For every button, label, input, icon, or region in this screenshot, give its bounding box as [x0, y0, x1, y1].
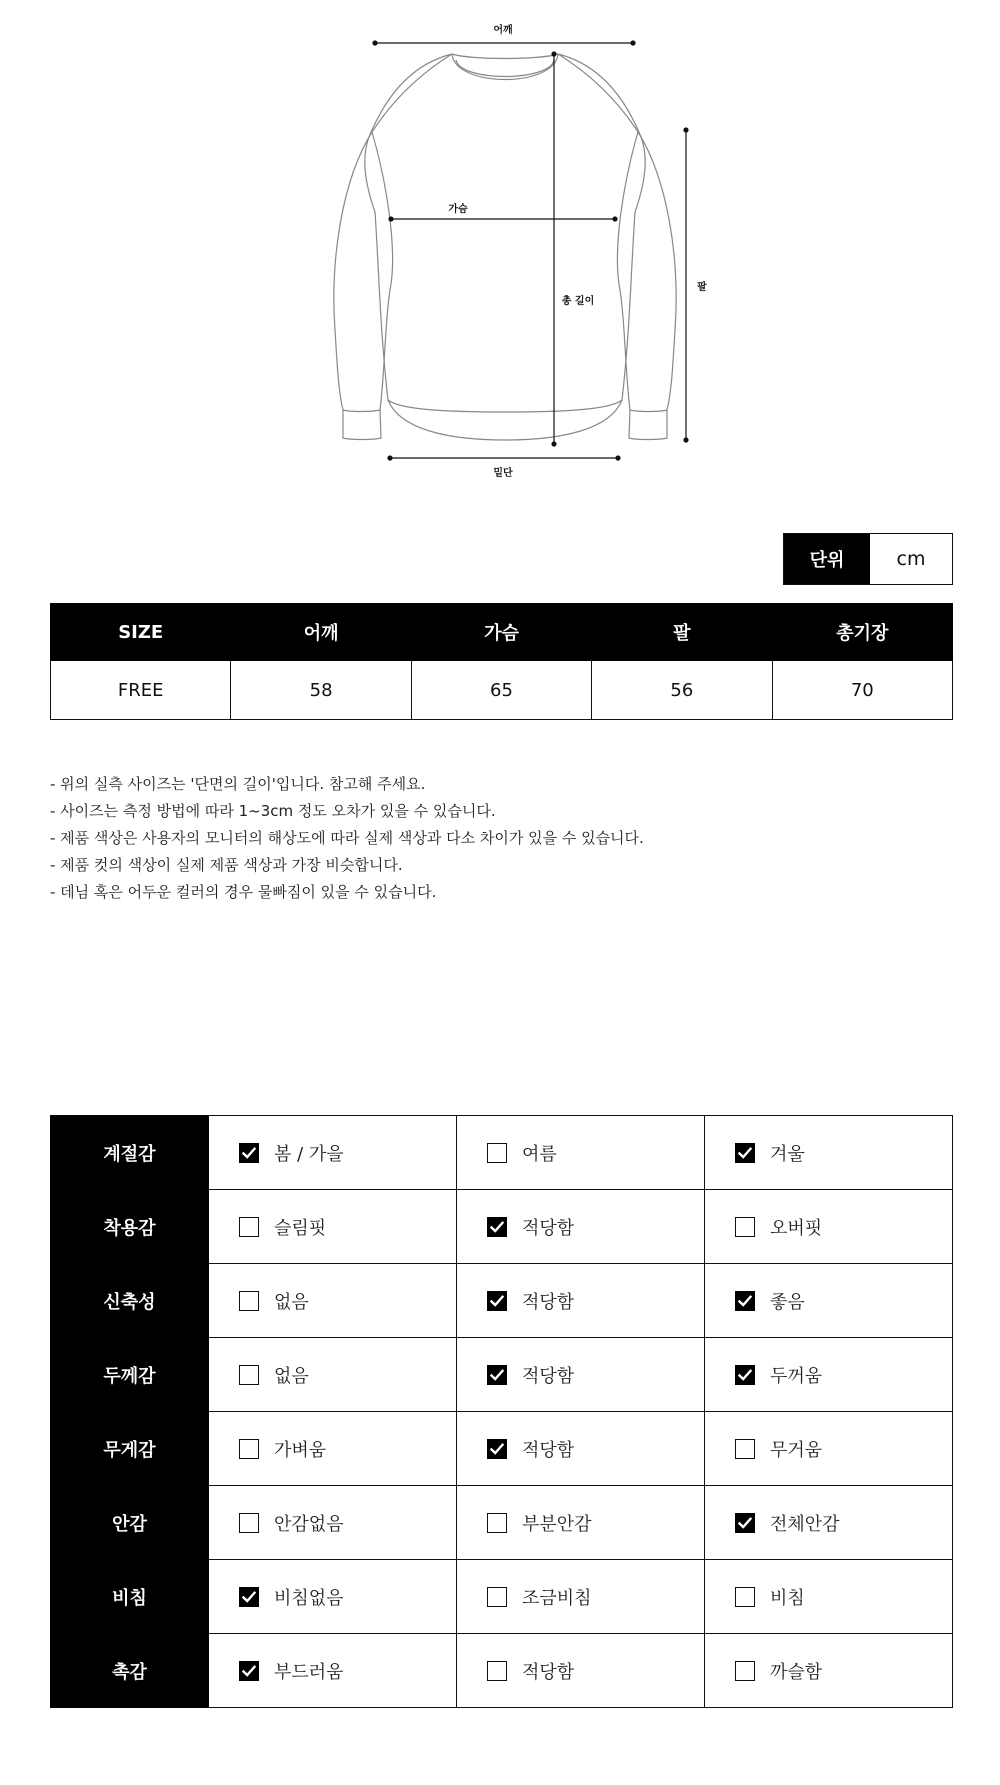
unit-box	[783, 533, 953, 585]
attribute-option-label: 무거움	[770, 1439, 823, 1461]
attribute-option	[735, 1436, 952, 1462]
attribute-option-cell	[209, 1560, 457, 1634]
attribute-option-label: 여름	[522, 1143, 557, 1165]
attribute-option	[735, 1584, 952, 1610]
checkbox-checked-icon	[239, 1587, 259, 1607]
checkbox-empty-icon	[239, 1513, 259, 1533]
attribute-option-label: 부분안감	[522, 1513, 592, 1535]
checkbox-empty-icon	[487, 1513, 507, 1533]
attribute-option-label: 가벼움	[274, 1439, 327, 1461]
cell-total-length: 70	[772, 661, 952, 720]
checkbox-empty-icon	[735, 1217, 755, 1237]
checkbox-empty-icon	[239, 1217, 259, 1237]
attribute-option	[487, 1436, 704, 1462]
attribute-row	[51, 1412, 953, 1486]
attribute-option-label: 없음	[274, 1365, 309, 1387]
attribute-option	[239, 1288, 456, 1314]
attribute-option-cell	[209, 1634, 457, 1708]
attribute-option-label: 까슬함	[770, 1661, 823, 1683]
attribute-option	[735, 1658, 952, 1684]
checkbox-checked-icon	[487, 1291, 507, 1311]
attribute-option	[239, 1584, 456, 1610]
attribute-option-cell	[705, 1190, 953, 1264]
attribute-option-label: 비침없음	[274, 1587, 344, 1609]
attribute-option	[487, 1362, 704, 1388]
measure-total-length	[552, 52, 556, 446]
attribute-option-label: 오버핏	[770, 1217, 823, 1239]
attribute-option-label: 적당함	[522, 1661, 575, 1683]
attribute-option-label: 적당함	[522, 1365, 575, 1387]
checkbox-checked-icon	[735, 1291, 755, 1311]
checkbox-empty-icon	[487, 1661, 507, 1681]
attribute-option	[735, 1362, 952, 1388]
attribute-option	[735, 1140, 952, 1166]
attribute-option-cell	[209, 1412, 457, 1486]
label-hem: 밑단	[493, 468, 513, 479]
attribute-label: 두께감	[51, 1338, 209, 1412]
size-table-header	[51, 604, 953, 661]
attribute-option-cell	[457, 1486, 705, 1560]
attribute-option-cell	[457, 1634, 705, 1708]
attribute-option	[239, 1510, 456, 1536]
attribute-option-label: 적당함	[522, 1439, 575, 1461]
attribute-option	[735, 1510, 952, 1536]
attribute-row	[51, 1190, 953, 1264]
checkbox-empty-icon	[735, 1661, 755, 1681]
measure-shoulder	[373, 41, 635, 45]
attribute-option-label: 부드러움	[274, 1661, 344, 1683]
header-size: SIZE	[51, 604, 231, 661]
attribute-option	[735, 1288, 952, 1314]
note-item: - 제품 컷의 색상이 실제 제품 색상과 가장 비슷합니다.	[50, 856, 403, 874]
attribute-option	[487, 1288, 704, 1314]
attribute-label: 촉감	[51, 1634, 209, 1708]
attribute-row	[51, 1634, 953, 1708]
attribute-option-label: 적당함	[522, 1291, 575, 1313]
checkbox-empty-icon	[735, 1439, 755, 1459]
attribute-option-label: 두꺼움	[770, 1365, 823, 1387]
attribute-option	[239, 1214, 456, 1240]
attribute-option-label: 적당함	[522, 1217, 575, 1239]
attribute-row	[51, 1116, 953, 1190]
checkbox-empty-icon	[239, 1439, 259, 1459]
attribute-option	[487, 1584, 704, 1610]
size-notes	[50, 771, 950, 906]
attribute-option	[239, 1362, 456, 1388]
attribute-option-cell	[209, 1486, 457, 1560]
attribute-option	[239, 1140, 456, 1166]
attribute-row	[51, 1560, 953, 1634]
attribute-row	[51, 1264, 953, 1338]
attribute-label: 착용감	[51, 1190, 209, 1264]
measure-chest	[389, 217, 617, 221]
attribute-option	[239, 1436, 456, 1462]
attribute-option-label: 비침	[770, 1587, 805, 1609]
header-total-length: 총기장	[772, 604, 952, 661]
note-item: - 위의 실측 사이즈는 '단면의 길이'입니다. 참고해 주세요.	[50, 775, 426, 793]
note-item: - 제품 색상은 사용자의 모니터의 해상도에 따라 실제 색상과 다소 차이가 있을 수 있습니다.	[50, 829, 644, 847]
cell-sleeve: 56	[592, 661, 772, 720]
unit-label: 단위	[784, 534, 870, 584]
checkbox-checked-icon	[735, 1513, 755, 1533]
attribute-option-cell	[705, 1116, 953, 1190]
attribute-option-label: 좋음	[770, 1291, 805, 1313]
label-shoulder: 어깨	[493, 25, 513, 36]
label-chest: 가슴	[448, 204, 468, 215]
label-sleeve: 팔	[697, 282, 707, 293]
attribute-option-cell	[209, 1190, 457, 1264]
label-total-length: 총 길이	[561, 296, 595, 307]
attribute-option-cell	[457, 1412, 705, 1486]
checkbox-empty-icon	[487, 1587, 507, 1607]
attribute-option-cell	[209, 1338, 457, 1412]
checkbox-empty-icon	[487, 1143, 507, 1163]
note-item: - 사이즈는 측정 방법에 따라 1~3cm 정도 오차가 있을 수 있습니다.	[50, 802, 496, 820]
table-row	[51, 661, 953, 720]
attribute-label: 안감	[51, 1486, 209, 1560]
attribute-option-cell	[457, 1264, 705, 1338]
attribute-option-cell	[209, 1116, 457, 1190]
attribute-option	[239, 1658, 456, 1684]
cell-size: FREE	[51, 661, 231, 720]
attribute-option-label: 전체안감	[770, 1513, 840, 1535]
cell-shoulder: 58	[231, 661, 411, 720]
attribute-label: 무게감	[51, 1412, 209, 1486]
checkbox-checked-icon	[487, 1365, 507, 1385]
measure-sleeve	[684, 128, 688, 442]
checkbox-empty-icon	[239, 1291, 259, 1311]
attribute-option-cell	[705, 1338, 953, 1412]
attribute-label: 신축성	[51, 1264, 209, 1338]
attribute-option-label: 조금비침	[522, 1587, 592, 1609]
attribute-option-label: 봄 / 가을	[274, 1143, 344, 1165]
attribute-row	[51, 1486, 953, 1560]
attribute-option-cell	[705, 1412, 953, 1486]
attribute-option-cell	[457, 1560, 705, 1634]
attribute-row	[51, 1338, 953, 1412]
attribute-label: 계절감	[51, 1116, 209, 1190]
unit-value: cm	[870, 534, 952, 584]
attribute-option	[487, 1140, 704, 1166]
attribute-option	[487, 1510, 704, 1536]
header-sleeve: 팔	[592, 604, 772, 661]
checkbox-checked-icon	[239, 1661, 259, 1681]
checkbox-empty-icon	[735, 1587, 755, 1607]
attribute-option-cell	[705, 1486, 953, 1560]
attribute-option-cell	[457, 1338, 705, 1412]
product-attribute-table	[50, 1115, 953, 1708]
attribute-option-cell	[705, 1264, 953, 1338]
attribute-option-cell	[209, 1264, 457, 1338]
header-shoulder: 어깨	[231, 604, 411, 661]
attribute-option	[487, 1214, 704, 1240]
checkbox-checked-icon	[239, 1143, 259, 1163]
cell-chest: 65	[411, 661, 591, 720]
sweatshirt-measurement-diagram	[0, 0, 1000, 500]
checkbox-checked-icon	[487, 1439, 507, 1459]
attribute-option-cell	[705, 1560, 953, 1634]
attribute-option-cell	[457, 1116, 705, 1190]
size-table	[50, 603, 953, 720]
checkbox-checked-icon	[735, 1365, 755, 1385]
checkbox-checked-icon	[735, 1143, 755, 1163]
header-chest: 가슴	[411, 604, 591, 661]
sweatshirt-outline	[334, 54, 676, 440]
attribute-option-label: 슬림핏	[274, 1217, 327, 1239]
attribute-option-label: 안감없음	[274, 1513, 344, 1535]
attribute-option	[487, 1658, 704, 1684]
attribute-label: 비침	[51, 1560, 209, 1634]
attribute-option-label: 겨울	[770, 1143, 805, 1165]
attribute-option-cell	[705, 1634, 953, 1708]
attribute-option-cell	[457, 1190, 705, 1264]
checkbox-empty-icon	[239, 1365, 259, 1385]
attribute-option-label: 없음	[274, 1291, 309, 1313]
attribute-option	[735, 1214, 952, 1240]
checkbox-checked-icon	[487, 1217, 507, 1237]
measure-hem	[388, 456, 620, 460]
note-item: - 데님 혹은 어두운 컬러의 경우 물빠짐이 있을 수 있습니다.	[50, 883, 437, 901]
